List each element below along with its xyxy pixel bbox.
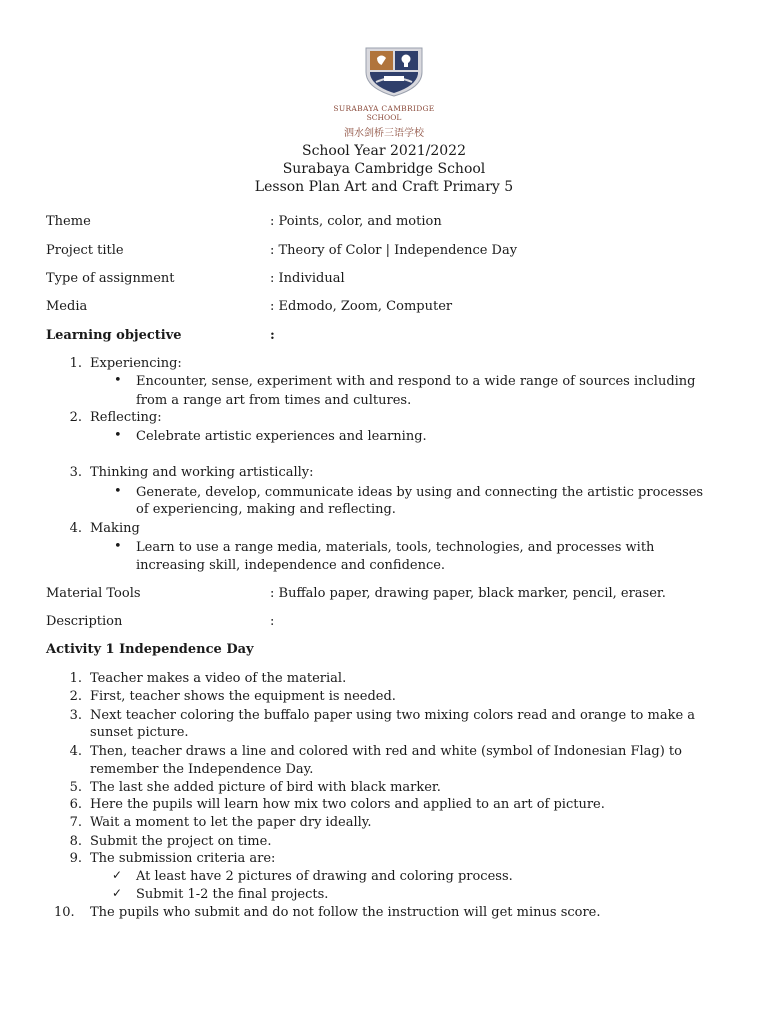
- step-text: sunset picture.: [90, 725, 189, 740]
- step-text: Here the pupils will learn how mix two colors and applied to an art of picture.: [90, 797, 605, 812]
- project-title-value: : Theory of Color | Independence Day: [270, 243, 518, 258]
- bullet-icon: •: [114, 484, 122, 499]
- description-label: Description: [46, 614, 123, 629]
- media-value: : Edmodo, Zoom, Computer: [270, 299, 453, 314]
- step-text: The last she added picture of bird with black marker.: [90, 780, 441, 795]
- logo-school-name-2: SCHOOL: [366, 113, 402, 122]
- checkmark-icon: ✓: [112, 868, 123, 882]
- step-text: First, teacher shows the equipment is needed.: [90, 689, 396, 704]
- objective-number: 3.: [69, 465, 82, 480]
- header-school-name: Surabaya Cambridge School: [282, 161, 486, 177]
- logo-chinese-name: 泗水剑桥三语学校: [344, 128, 424, 139]
- step-number: 10.: [54, 905, 75, 920]
- material-tools-label: Material Tools: [46, 586, 141, 601]
- objective-number: 1.: [69, 356, 82, 371]
- bullet-icon: •: [114, 539, 122, 554]
- step-text: Wait a moment to let the paper dry ideally.: [90, 815, 372, 830]
- logo-school-name: SURABAYA CAMBRIDGE: [333, 104, 435, 113]
- bullet-icon: •: [114, 428, 122, 443]
- objective-bullet-text: increasing skill, independence and confidence.: [136, 558, 446, 573]
- step-number: 6.: [69, 797, 82, 812]
- step-number: 4.: [69, 744, 82, 759]
- objective-bullet-text: Celebrate artistic experiences and learning.: [136, 429, 427, 444]
- step-text: Then, teacher draws a line and colored with red and white (symbol of Indonesian Flag) to: [90, 744, 682, 759]
- assignment-type-value: : Individual: [270, 271, 345, 286]
- step-number: 2.: [69, 689, 82, 704]
- step-text: The pupils who submit and do not follow the instruction will get minus score.: [90, 905, 601, 920]
- objective-number: 4.: [69, 521, 82, 536]
- step-number: 1.: [69, 671, 82, 686]
- objective-bullet-text: from a range art from times and cultures.: [136, 393, 412, 408]
- step-number: 9.: [69, 851, 82, 866]
- step-text: Next teacher coloring the buffalo paper using two mixing colors read and orange to make a: [90, 708, 696, 723]
- learning-objective-heading: Learning objective: [46, 328, 182, 343]
- theme-value: : Points, color, and motion: [270, 214, 442, 229]
- objective-bullet-text: Encounter, sense, experiment with and respond to a wide range of sources including: [136, 374, 696, 389]
- step-text: The submission criteria are:: [90, 851, 276, 866]
- shield-icon: [366, 48, 422, 96]
- step-number: 7.: [69, 815, 82, 830]
- bullet-icon: •: [114, 373, 122, 388]
- learning-objective-colon: :: [270, 328, 275, 343]
- objective-bullet-text: of experiencing, making and reflecting.: [136, 502, 396, 517]
- objective-number: 2.: [69, 410, 82, 425]
- media-label: Media: [46, 299, 88, 314]
- project-title-label: Project title: [46, 243, 124, 258]
- checkmark-icon: ✓: [112, 886, 123, 900]
- objective-title: Thinking and working artistically:: [90, 465, 314, 480]
- criteria-text: At least have 2 pictures of drawing and coloring process.: [136, 869, 513, 884]
- step-text: Teacher makes a video of the material.: [90, 671, 347, 686]
- step-number: 3.: [69, 708, 82, 723]
- step-text: remember the Independence Day.: [90, 762, 314, 777]
- step-number: 8.: [69, 834, 82, 849]
- theme-label: Theme: [46, 214, 91, 229]
- school-logo: [354, 46, 434, 98]
- activity-title: Activity 1 Independence Day: [46, 642, 254, 657]
- objective-title: Making: [90, 521, 140, 536]
- objective-bullet-text: Learn to use a range media, materials, tools, technologies, and processes with: [136, 540, 655, 555]
- step-number: 5.: [69, 780, 82, 795]
- assignment-type-label: Type of assignment: [46, 271, 175, 286]
- step-text: Submit the project on time.: [90, 834, 272, 849]
- description-value: :: [270, 614, 275, 629]
- header-school-year: School Year 2021/2022: [301, 143, 466, 159]
- objective-title: Experiencing:: [90, 356, 182, 371]
- objective-title: Reflecting:: [90, 410, 162, 425]
- objective-bullet-text: Generate, develop, communicate ideas by using and connecting the artistic processes: [136, 485, 704, 500]
- header-lesson-plan: Lesson Plan Art and Craft Primary 5: [254, 179, 514, 195]
- criteria-text: Submit 1-2 the final projects.: [136, 887, 329, 902]
- material-tools-value: : Buffalo paper, drawing paper, black marker, pencil, eraser.: [270, 586, 666, 601]
